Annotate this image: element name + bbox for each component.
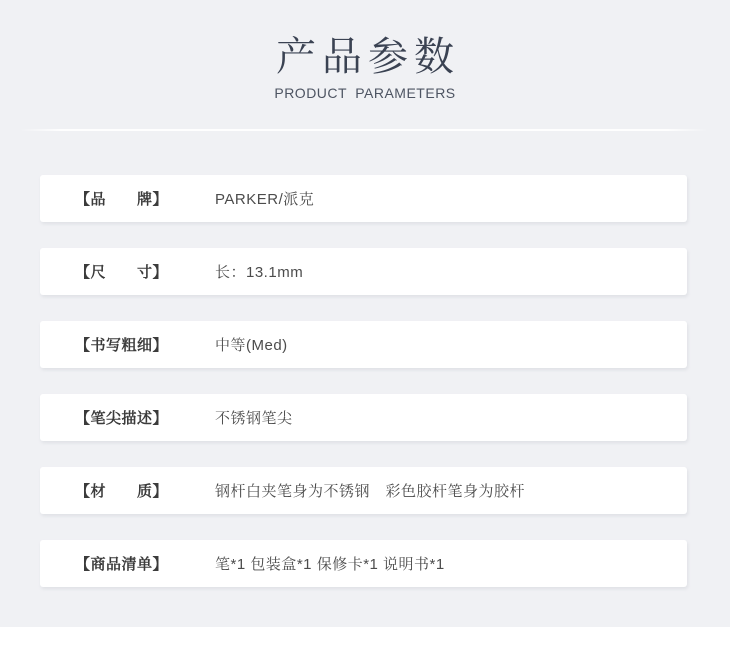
- spec-label: 【笔尖描述】: [75, 410, 169, 427]
- spec-label: 【书写粗细】: [75, 337, 169, 354]
- page-title: 产品参数: [276, 35, 460, 79]
- bottom-white-strip: [0, 627, 730, 665]
- spec-value: 笔*1 包装盒*1 保修卡*1 说明书*1: [215, 556, 445, 573]
- page-subtitle: PRODUCT PARAMETERS: [274, 85, 456, 101]
- spec-value: 长：13.1mm: [215, 264, 304, 281]
- spec-label: 【尺 寸】: [75, 264, 169, 281]
- spec-label: 【材 质】: [75, 483, 169, 500]
- spec-list: [40, 175, 687, 613]
- spec-row-package-contents: [40, 540, 687, 587]
- spec-row-brand: [40, 175, 687, 222]
- spec-row-size: [40, 248, 687, 295]
- spec-value: PARKER/派克: [215, 191, 315, 208]
- spec-label: 【品 牌】: [75, 191, 169, 208]
- spec-value: 钢杆白夹笔身为不锈钢 彩色胶杆笔身为胶杆: [215, 483, 526, 500]
- spec-row-nib-description: [40, 394, 687, 441]
- section-header: [0, 34, 730, 101]
- spec-value: 中等(Med): [215, 337, 288, 354]
- header-divider-line: [20, 129, 708, 131]
- spec-row-nib-width: [40, 321, 687, 368]
- spec-row-material: [40, 467, 687, 514]
- spec-value: 不锈钢笔尖: [215, 410, 293, 427]
- spec-label: 【商品清单】: [75, 556, 169, 573]
